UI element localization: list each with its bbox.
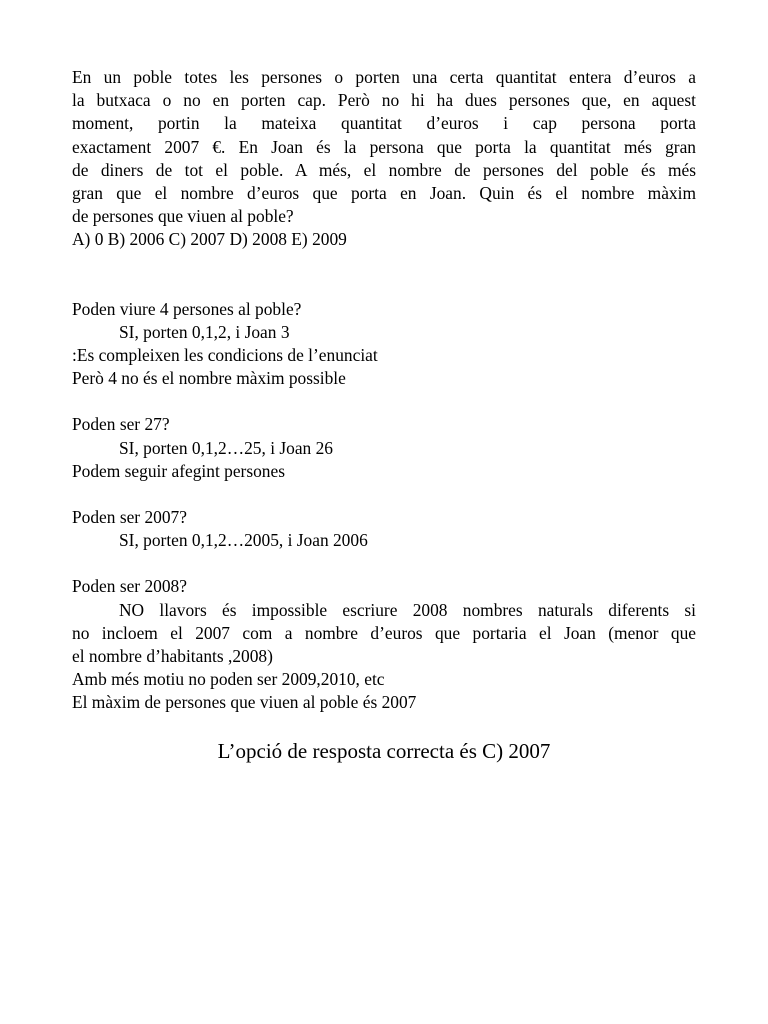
conclusion-text: L’opció de resposta correcta és C) 2007 [217,738,551,763]
case-answer: SI, porten 0,1,2…25, i Joan 26 [119,437,333,458]
case-answer: SI, porten 0,1,2, i Joan 3 [119,321,290,342]
explanation-line: no incloem el 2007 com a nombre d’euros que portaria el Joan (menor que [72,622,696,643]
problem-line: exactament 2007 €. En Joan és la persona que porta la quantitat més gran [72,136,696,157]
problem-line: de persones que viuen al poble? [72,206,294,227]
case-note: Amb més motiu no poden ser 2009,2010, etc [72,669,385,690]
problem-line: moment, portin la mateixa quantitat d’euros i cap persona porta [72,113,696,134]
case-note: Però 4 no és el nombre màxim possible [72,368,346,389]
case-question: Poden ser 2008? [72,576,187,597]
answer-options-text: A) 0 B) 2006 C) 2007 D) 2008 E) 2009 [72,229,347,250]
document-page [72,66,696,765]
problem-line: gran que el nombre d’euros que porta en Joan. Quin és el nombre màxim [72,183,696,204]
problem-line: En un poble totes les persones o porten una certa quantitat entera d’euros a [72,67,696,87]
case-question: Poden ser 27? [72,414,170,435]
problem-statement [72,66,696,228]
case-note: Podem seguir afegint persones [72,460,285,481]
problem-line: de diners de tot el poble. A més, el nombre de persones del poble és més [72,159,696,180]
case-2007-section [72,506,696,552]
case-2008-section [72,575,696,714]
answer-options [72,228,696,251]
explanation-line: NO llavors és impossible escriure 2008 nombres naturals diferents si [119,599,696,620]
case-note: :Es compleixen les condicions de l’enunciat [72,345,378,366]
case-2008-explanation [72,599,696,669]
explanation-line: el nombre d’habitants ,2008) [72,646,273,667]
case-question: Poden viure 4 persones al poble? [72,298,302,319]
problem-line: la butxaca o no en porten cap. Però no hi ha dues persones que, en aquest [72,90,696,111]
case-question: Poden ser 2007? [72,507,187,528]
case-answer: SI, porten 0,1,2…2005, i Joan 2006 [119,530,368,551]
case-4-section [72,298,696,391]
case-27-section [72,413,696,483]
case-note: El màxim de persones que viuen al poble és 2007 [72,692,417,713]
